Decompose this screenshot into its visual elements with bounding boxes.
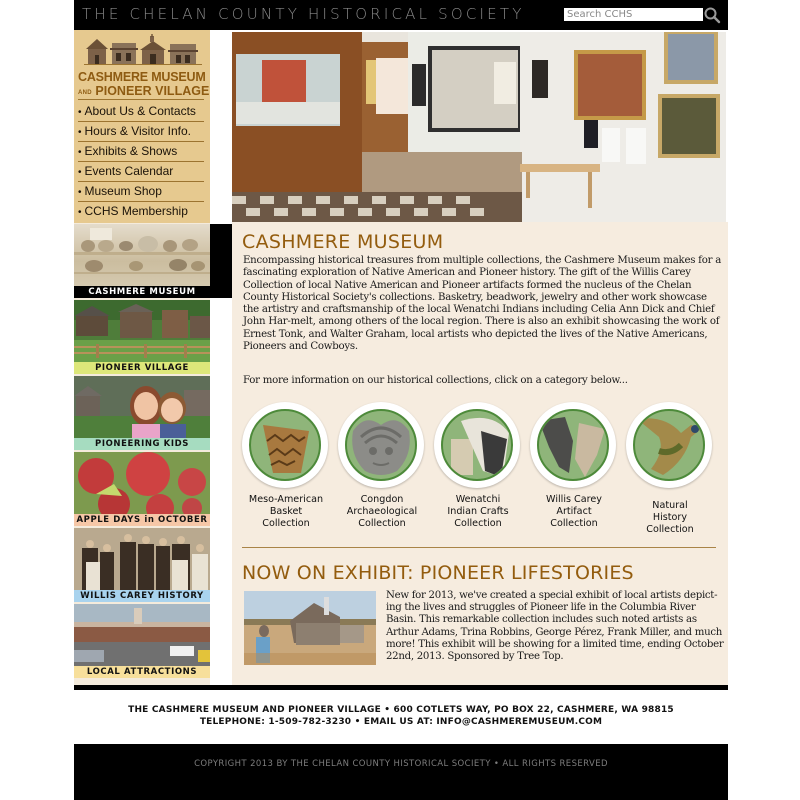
stone-carving-icon: [347, 411, 415, 479]
main-nav: [74, 102, 210, 221]
tile-local-attractions[interactable]: [74, 604, 210, 678]
main-content: [232, 222, 728, 685]
page-title: CASHMERE MUSEUM: [242, 231, 444, 253]
arrowhead-icon: [539, 411, 607, 479]
tile-caption: APPLE DAYS in OCTOBER: [74, 514, 210, 526]
headdress-icon: [443, 411, 511, 479]
brand-divider: [78, 99, 204, 100]
tile-caption: PIONEER VILLAGE: [74, 362, 210, 374]
copyright: COPYRIGHT 2013 BY THE CHELAN COUNTY HISTORICAL SOCIETY • ALL RIGHTS RESERVED: [74, 744, 728, 800]
intro-paragraph: Encompassing historical treasures from multiple collections, the Cashmere Museum makes for a fascinating exploration of Native American and Pioneer history. The gift of the Willis Carey Collection of local Native American and Pioneer artifacts formed the nucleus of the Chelan County Historical Society's collections. Basketry, beadwork, jewelry and other work showcase the artistry and craftsmanship of the local Wenatchi Indians including Celia Ann Dick and Chief John Har-melt, among others of the local region. There is also an exhibit showcasing the work of Ernest Tonk, and Walter Graham, local artists who depicted the lives of the Native Americans, Pioneers and Cowboys.: [243, 255, 722, 353]
search-button[interactable]: [703, 6, 721, 24]
pottery-photo: [74, 224, 210, 286]
footer-contact-line: TELEPHONE: 1-509-782-3230 • EMAIL US AT: INFO@CASHMEREMUSEUM.COM: [199, 717, 603, 727]
bullet-icon: •: [78, 187, 82, 198]
family-photo: [74, 528, 210, 590]
collections-prompt: For more information on our historical collections, click on a category below...: [243, 375, 628, 386]
nav-item-shop[interactable]: • Museum Shop: [78, 182, 204, 202]
magnifier-icon: [703, 6, 721, 24]
bullet-icon: •: [78, 147, 82, 158]
footer-contact: [74, 690, 728, 744]
nav-item-membership[interactable]: • CCHS Membership: [78, 204, 188, 218]
tile-pioneering-kids[interactable]: [74, 376, 210, 450]
basket-icon: [251, 411, 319, 479]
tile-caption: CASHMERE MUSEUM: [74, 286, 210, 298]
collection-label: Natural History Collection: [646, 500, 694, 535]
bullet-icon: •: [78, 127, 82, 138]
brand-name-line2[interactable]: [78, 84, 209, 98]
nav-item-about[interactable]: • About Us & Contacts: [78, 102, 204, 122]
collection-badge: [626, 402, 712, 488]
bullet-icon: •: [78, 207, 82, 218]
tile-pioneer-village[interactable]: [74, 300, 210, 374]
tile-cashmere-museum[interactable]: [74, 224, 234, 298]
collection-badge: [530, 402, 616, 488]
collection-badge: [338, 402, 424, 488]
collection-label: Congdon Archaeological Collection: [346, 494, 418, 529]
kids-photo: [74, 376, 210, 438]
page: [74, 0, 728, 800]
tile-apple-days[interactable]: [74, 452, 210, 526]
collection-label: Willis Carey Artifact Collection: [546, 494, 602, 529]
search-input[interactable]: [564, 8, 703, 21]
phone-link[interactable]: 1-509-782-3230: [268, 717, 352, 727]
pioneer-buildings-logo[interactable]: [84, 34, 202, 70]
brand-village: PIONEER VILLAGE: [95, 84, 210, 98]
collection-label: Wenatchi Indian Crafts Collection: [447, 494, 509, 529]
tile-caption: PIONEERING KIDS: [74, 438, 210, 450]
brand-name-line1[interactable]: CASHMERE MUSEUM: [78, 70, 206, 84]
collection-badge: [434, 402, 520, 488]
tile-caption: WILLIS CAREY HISTORY: [74, 590, 210, 602]
village-photo: [74, 300, 210, 362]
bullet-icon: •: [78, 167, 82, 178]
nav-item-exhibits[interactable]: • Exhibits & Shows: [78, 142, 204, 162]
brand-panel: [74, 30, 210, 223]
town-photo: [74, 604, 210, 666]
brand-and: AND: [78, 90, 92, 96]
exhibit-description: New for 2013, we've created a special exhibit of local artists depict-ing the lives and struggles of Pioneer life in the Columbia River Basin. This remarkable collection includes such noted artists as Arthur Adams, Trina Robbins, George Pérez, Frank Miller, and much more! This exhibit will be showing for a limited time, ending October 22nd, 2013. Sponsored by Tree Top.: [386, 590, 724, 663]
tile-willis-carey[interactable]: [74, 528, 210, 602]
pheasant-icon: [635, 411, 703, 479]
exhibit-title: NOW ON EXHIBIT: PIONEER LIFESTORIES: [242, 562, 634, 584]
email-link[interactable]: INFO@CASHMEREMUSEUM.COM: [436, 717, 603, 727]
apples-photo: [74, 452, 210, 514]
footer-address: THE CASHMERE MUSEUM AND PIONEER VILLAGE • 600 COTLETS WAY, PO BOX 22, CASHMERE, WA 98815: [128, 705, 674, 715]
collection-label: Meso-American Basket Collection: [248, 494, 324, 529]
bullet-icon: •: [78, 107, 82, 118]
top-bar: [74, 0, 728, 30]
sidebar: [74, 30, 210, 685]
collection-badge: [242, 402, 328, 488]
museum-interior-photo: [232, 32, 726, 222]
section-divider: [242, 547, 716, 548]
nav-item-hours[interactable]: • Hours & Visitor Info.: [78, 122, 204, 142]
exhibit-painting[interactable]: [244, 591, 376, 665]
tile-caption: LOCAL ATTRACTIONS: [74, 666, 210, 678]
site-title[interactable]: THE CHELAN COUNTY HISTORICAL SOCIETY: [82, 5, 525, 23]
nav-item-events[interactable]: • Events Calendar: [78, 162, 204, 182]
